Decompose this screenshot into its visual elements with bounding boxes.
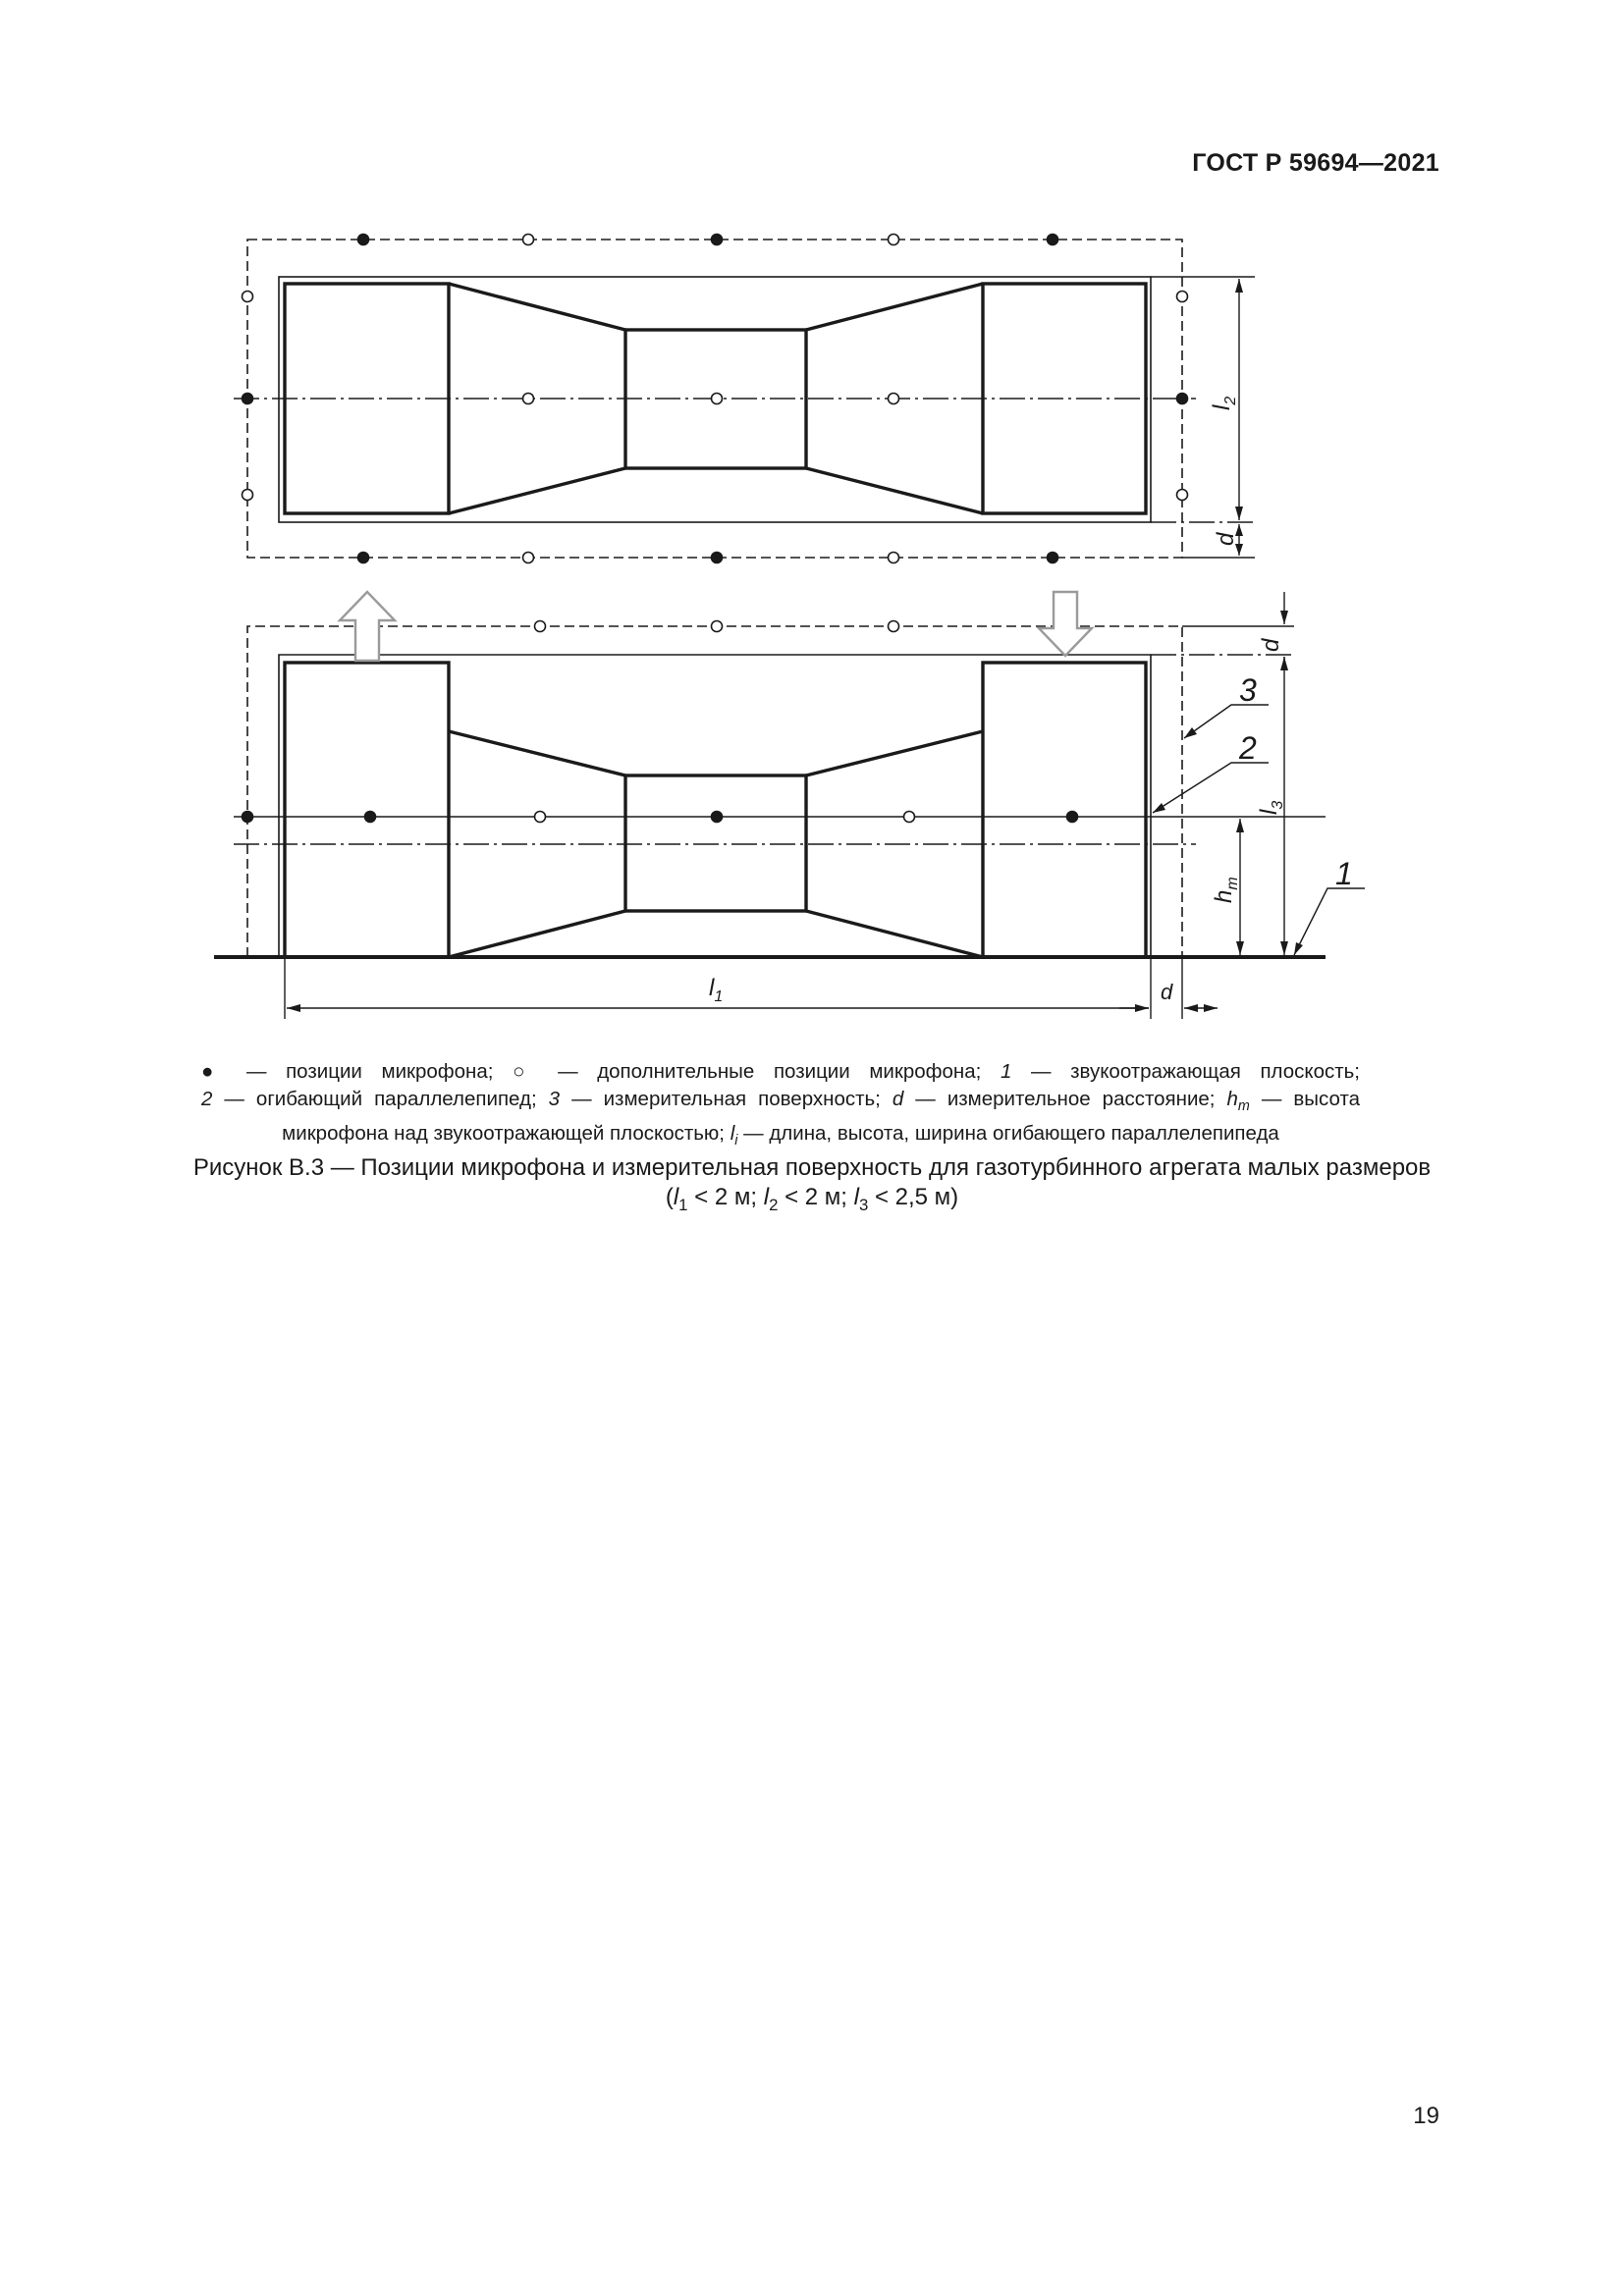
mic-position-filled xyxy=(712,235,723,245)
mic-position-open xyxy=(523,394,534,404)
mic-position-filled xyxy=(243,394,253,404)
document-id: ГОСТ Р 59694—2021 xyxy=(1192,149,1439,177)
legend-line-3: микрофона над звукоотражающей плоскостью; $l_i$ — длина, высота, ширина огибающего параллелепипеда xyxy=(282,1122,1279,1149)
mic-position-filled xyxy=(365,812,376,823)
mic-position-filled xyxy=(1048,553,1058,563)
mic-position-open xyxy=(889,621,899,632)
mic-position-open xyxy=(712,621,723,632)
mic-position-open xyxy=(889,394,899,404)
mic-position-open xyxy=(712,394,723,404)
mic-position-open xyxy=(535,812,546,823)
mic-position-open xyxy=(904,812,915,823)
mic-position-filled xyxy=(1177,394,1188,404)
callout-1: 1 xyxy=(1335,856,1353,891)
mic-position-open xyxy=(535,621,546,632)
caption-line-2: ($l_1 < 2$ м; $l_2 < 2$ м; $l_3 < 2,5$ м) xyxy=(665,1184,959,1214)
leader-line-2 xyxy=(1153,763,1269,813)
filled-marker-icon: ● xyxy=(201,1060,228,1083)
label-d-side: d xyxy=(1258,638,1284,652)
microphone-positions-figure xyxy=(0,0,1624,1050)
mic-position-open xyxy=(1177,490,1188,501)
mic-position-open xyxy=(243,292,253,302)
mic-position-filled xyxy=(1048,235,1058,245)
mic-position-filled xyxy=(243,812,253,823)
label-l3: $l_3$ xyxy=(1256,800,1286,815)
legend-line-2: 2 — огибающий параллелепипед; 3 — измерительная поверхность; d — измерительное расстояние; $h_m$ — высота xyxy=(201,1088,1361,1115)
label-l2: $l_2$ xyxy=(1209,396,1239,410)
callout-2: 2 xyxy=(1239,730,1257,766)
label-d-bottom: d xyxy=(1161,980,1173,1004)
figure-caption xyxy=(98,1153,1526,1220)
caption-line-1: Рисунок В.3 — Позиции микрофона и измерительная поверхность для газотурбинного агрегата малых размеров xyxy=(192,1154,1432,1181)
top-view xyxy=(234,240,1255,558)
mic-position-filled xyxy=(358,235,369,245)
label-d-top: d xyxy=(1213,532,1239,546)
machine-side xyxy=(285,663,1146,957)
figure-legend xyxy=(201,1058,1360,1154)
page-number: 19 xyxy=(1413,2103,1439,2129)
mic-position-open xyxy=(1177,292,1188,302)
mic-position-filled xyxy=(712,812,723,823)
mic-position-open xyxy=(243,490,253,501)
measurement-surface-side xyxy=(247,626,1182,957)
mic-position-open xyxy=(523,235,534,245)
intake-arrow-icon xyxy=(1039,592,1092,656)
open-marker-icon: ○ xyxy=(513,1060,539,1083)
mic-position-filled xyxy=(1067,812,1078,823)
mic-position-open xyxy=(889,235,899,245)
mic-position-open xyxy=(523,553,534,563)
mic-position-filled xyxy=(358,553,369,563)
legend-line-1: ● — позиции микрофона; ○ — дополнительные позиции микрофона; 1 — звукоотражающая плоскость; xyxy=(201,1060,1361,1083)
label-l1: $l_1$ xyxy=(709,975,724,1005)
mic-position-open xyxy=(889,553,899,563)
callout-3: 3 xyxy=(1239,672,1257,708)
leader-line-1 xyxy=(1294,888,1365,955)
side-view xyxy=(214,592,1365,1019)
label-hm: $h_m$ xyxy=(1211,877,1241,903)
mic-position-filled xyxy=(712,553,723,563)
